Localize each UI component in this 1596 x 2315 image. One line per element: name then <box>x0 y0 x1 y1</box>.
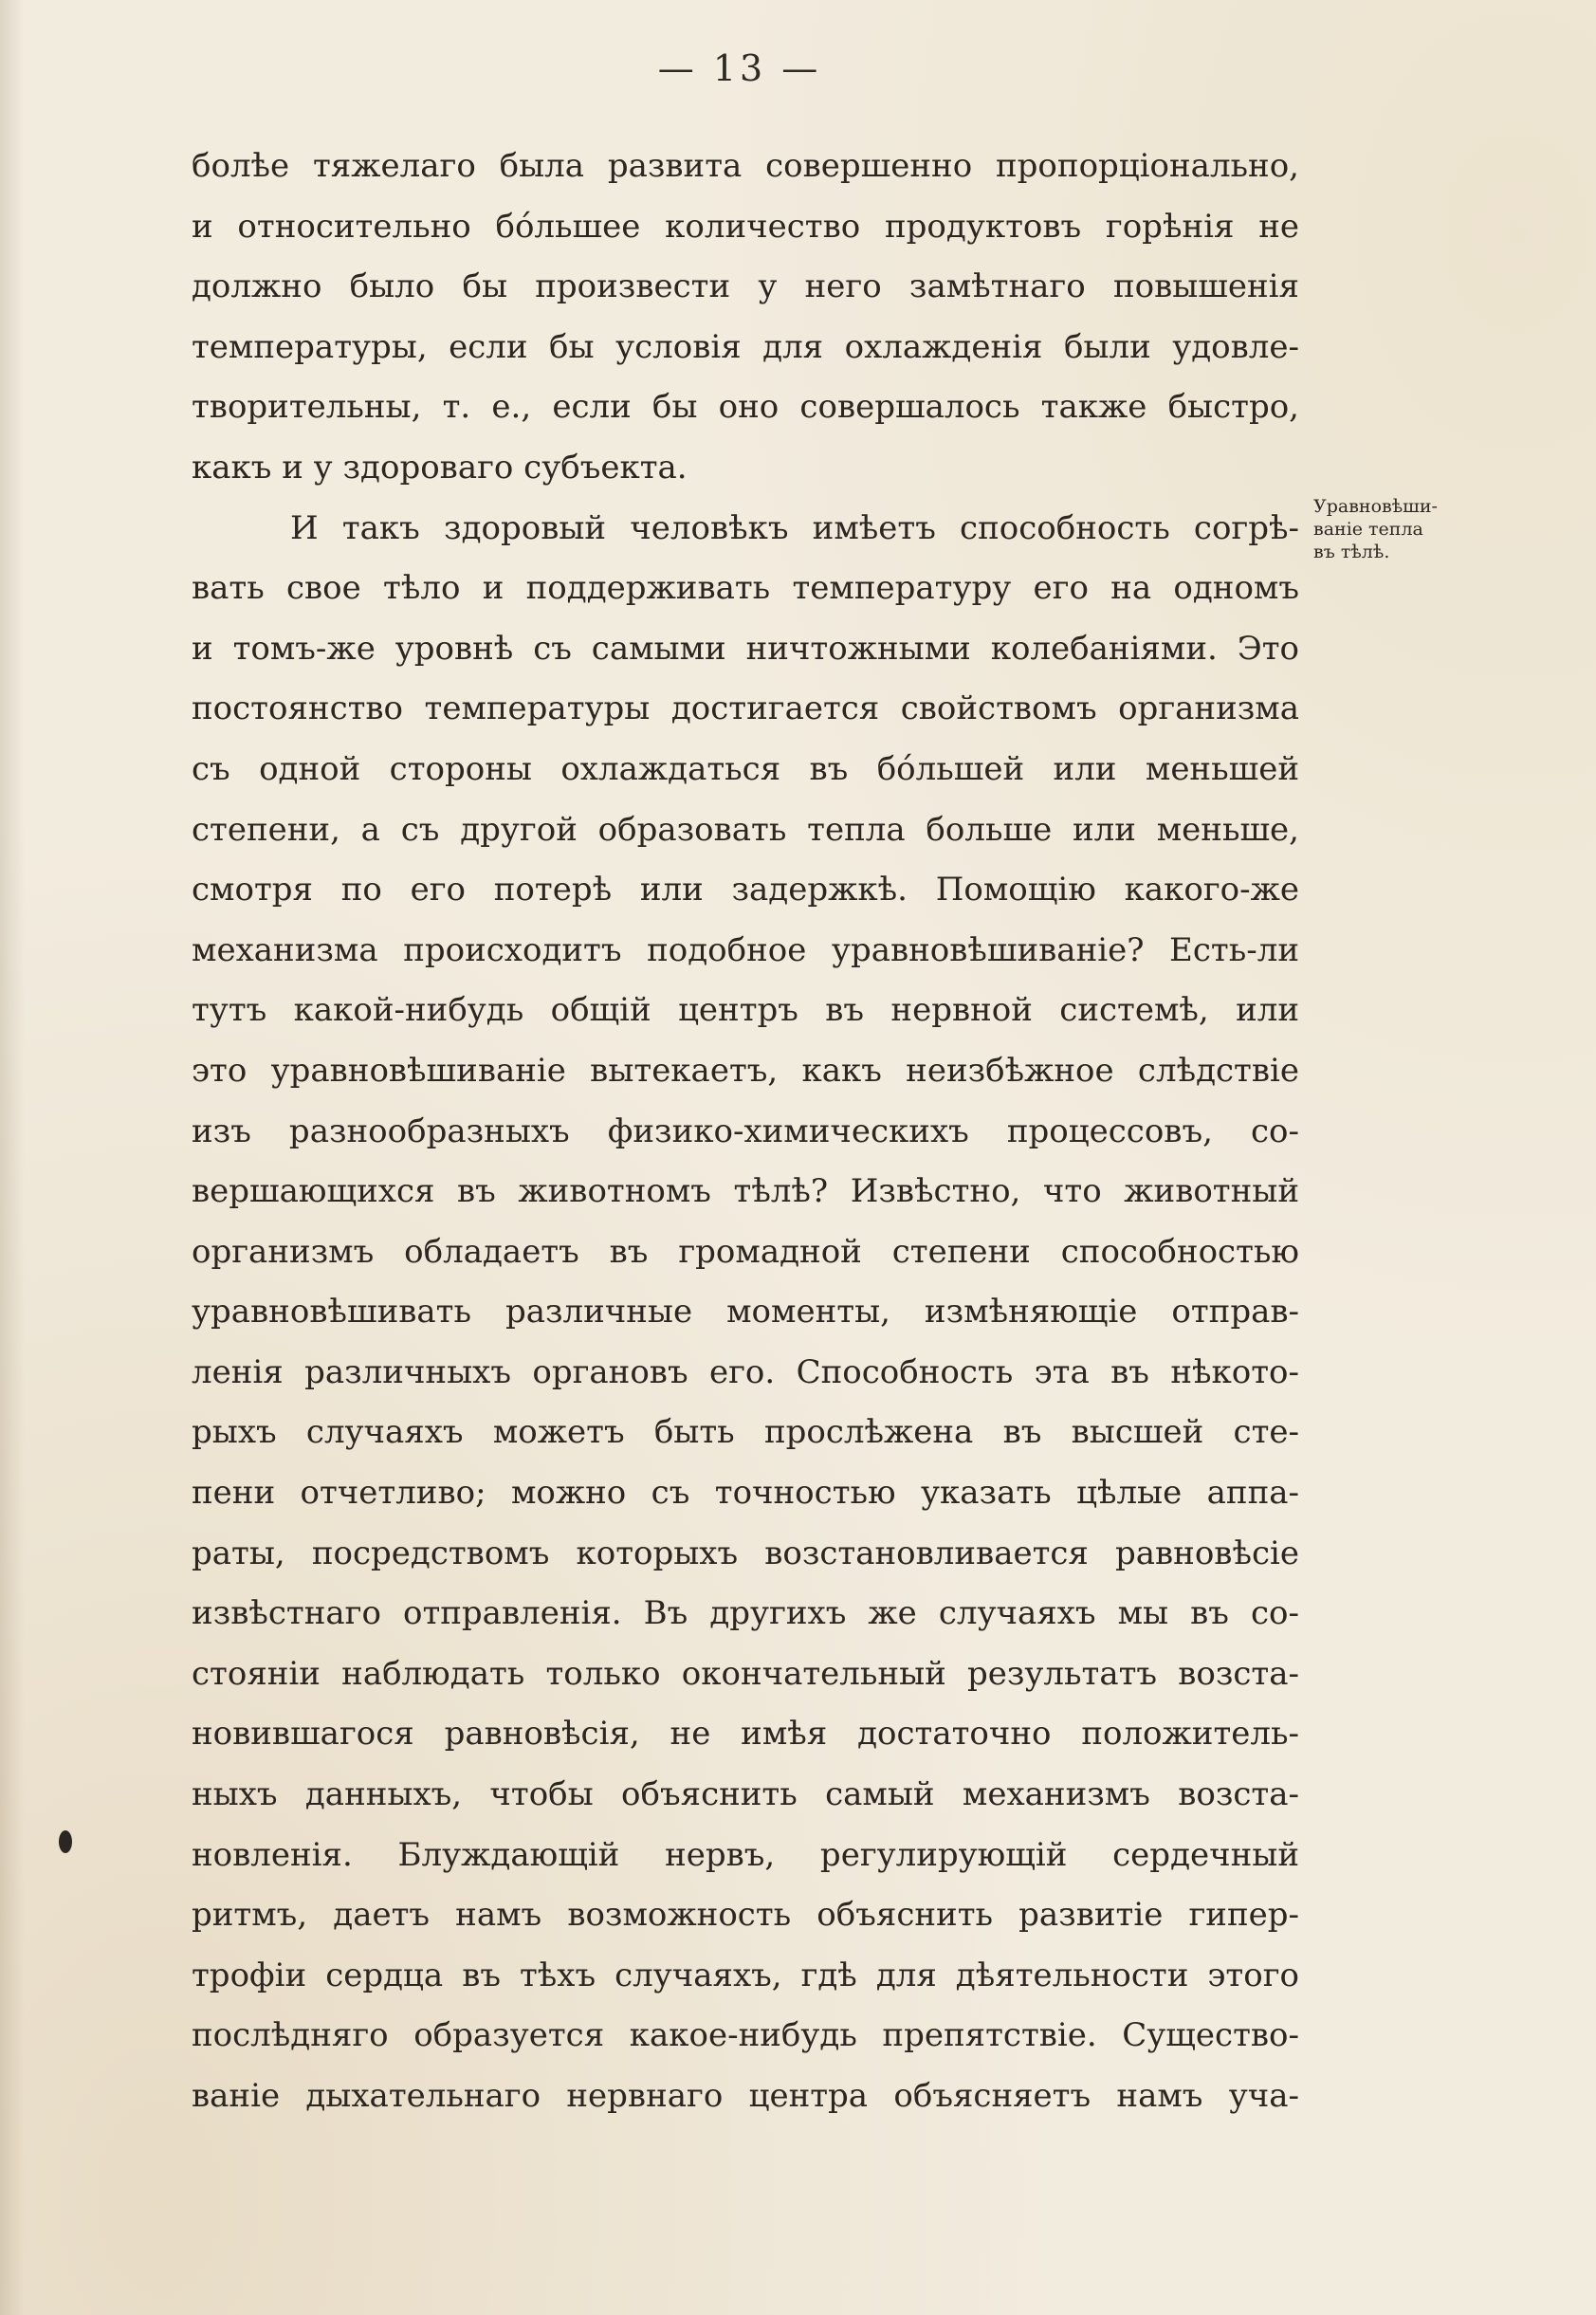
marginal-note <box>1313 495 1465 563</box>
text-line: степени, а съ другой образовать тепла больше или меньше, <box>192 810 1299 849</box>
text-line: и томъ-же уровнѣ съ самыми ничтожными колебаніями. Это <box>192 629 1299 668</box>
text-line: вать свое тѣло и поддерживать температуру его на одномъ <box>192 569 1299 608</box>
paragraph-end-line: какъ и у здороваго субъекта. <box>192 448 688 487</box>
text-line: пени отчетливо; можно съ точностью указать цѣлые аппа- <box>192 1474 1299 1513</box>
text-line: болѣе тяжелаго была развита совершенно пропорціонально, <box>192 147 1299 185</box>
text-line: рыхъ случаяхъ можетъ быть прослѣжена въ высшей сте- <box>192 1413 1299 1452</box>
text-line: организмъ обладаетъ въ громадной степени способностью <box>192 1232 1299 1271</box>
spine-shadow <box>0 0 25 2315</box>
text-line: извѣстнаго отправленія. Въ другихъ же случаяхъ мы въ со- <box>192 1594 1299 1633</box>
text-line: ваніе дыхательнаго нервнаго центра объясняетъ намъ уча- <box>192 2077 1299 2115</box>
marginal-note-line: ваніе тепла <box>1313 519 1423 540</box>
paragraph-start-line: И такъ здоровый человѣкъ имѣетъ способность согрѣ- <box>290 508 1299 547</box>
text-line: ныхъ данныхъ, чтобы объяснить самый механизмъ возста- <box>192 1775 1299 1814</box>
text-line: послѣдняго образуется какое-нибудь препятствіе. Существо- <box>192 2016 1299 2055</box>
page-number: — 13 — <box>657 47 822 89</box>
marginal-note-line: въ тѣлѣ. <box>1313 542 1390 562</box>
text-line: смотря по его потерѣ или задержкѣ. Помощію какого-же <box>192 871 1299 909</box>
text-line: вершающихся въ животномъ тѣлѣ? Извѣстно, что животный <box>192 1172 1299 1211</box>
body-text <box>192 137 1299 2127</box>
text-line: творительны, т. е., если бы оно совершалось также быстро, <box>192 388 1299 427</box>
text-line: съ одной стороны охлаждаться въ бо́льшей или меньшей <box>192 749 1299 788</box>
text-line: изъ разнообразныхъ физико-химическихъ процессовъ, со- <box>192 1112 1299 1150</box>
text-line: раты, посредствомъ которыхъ возстановливается равновѣсіе <box>192 1534 1299 1572</box>
text-line: механизма происходитъ подобное уравновѣшиваніе? Есть-ли <box>192 930 1299 969</box>
text-line: и относительно бо́льшее количество продуктовъ горѣнія не <box>192 207 1299 246</box>
text-line: уравновѣшивать различные моменты, измѣняющіе отправ- <box>192 1293 1299 1332</box>
text-line: тутъ какой-нибудь общій центръ въ нервной системѣ, или <box>192 991 1299 1030</box>
text-line: должно было бы произвести у него замѣтнаго повышенія <box>192 267 1299 306</box>
ink-blot <box>59 1830 72 1853</box>
text-line: новившагося равновѣсія, не имѣя достаточно положитель- <box>192 1715 1299 1754</box>
text-line: это уравновѣшиваніе вытекаетъ, какъ неизбѣжное слѣдствіе <box>192 1051 1299 1090</box>
marginal-note-line: Уравновѣши- <box>1313 496 1438 517</box>
text-line: постоянство температуры достигается свойствомъ организма <box>192 689 1299 728</box>
text-line: ритмъ, даетъ намъ возможность объяснить развитіе гипер- <box>192 1896 1299 1935</box>
text-line: температуры, если бы условія для охлажденія были удовле- <box>192 327 1299 366</box>
text-line: новленія. Блуждающій нервъ, регулирующій сердечный <box>192 1835 1299 1874</box>
text-line: трофіи сердца въ тѣхъ случаяхъ, гдѣ для дѣятельности этого <box>192 1956 1299 1994</box>
text-line: ленія различныхъ органовъ его. Способность эта въ нѣкото- <box>192 1352 1299 1391</box>
text-line: стояніи наблюдать только окончательный результатъ возста- <box>192 1654 1299 1693</box>
